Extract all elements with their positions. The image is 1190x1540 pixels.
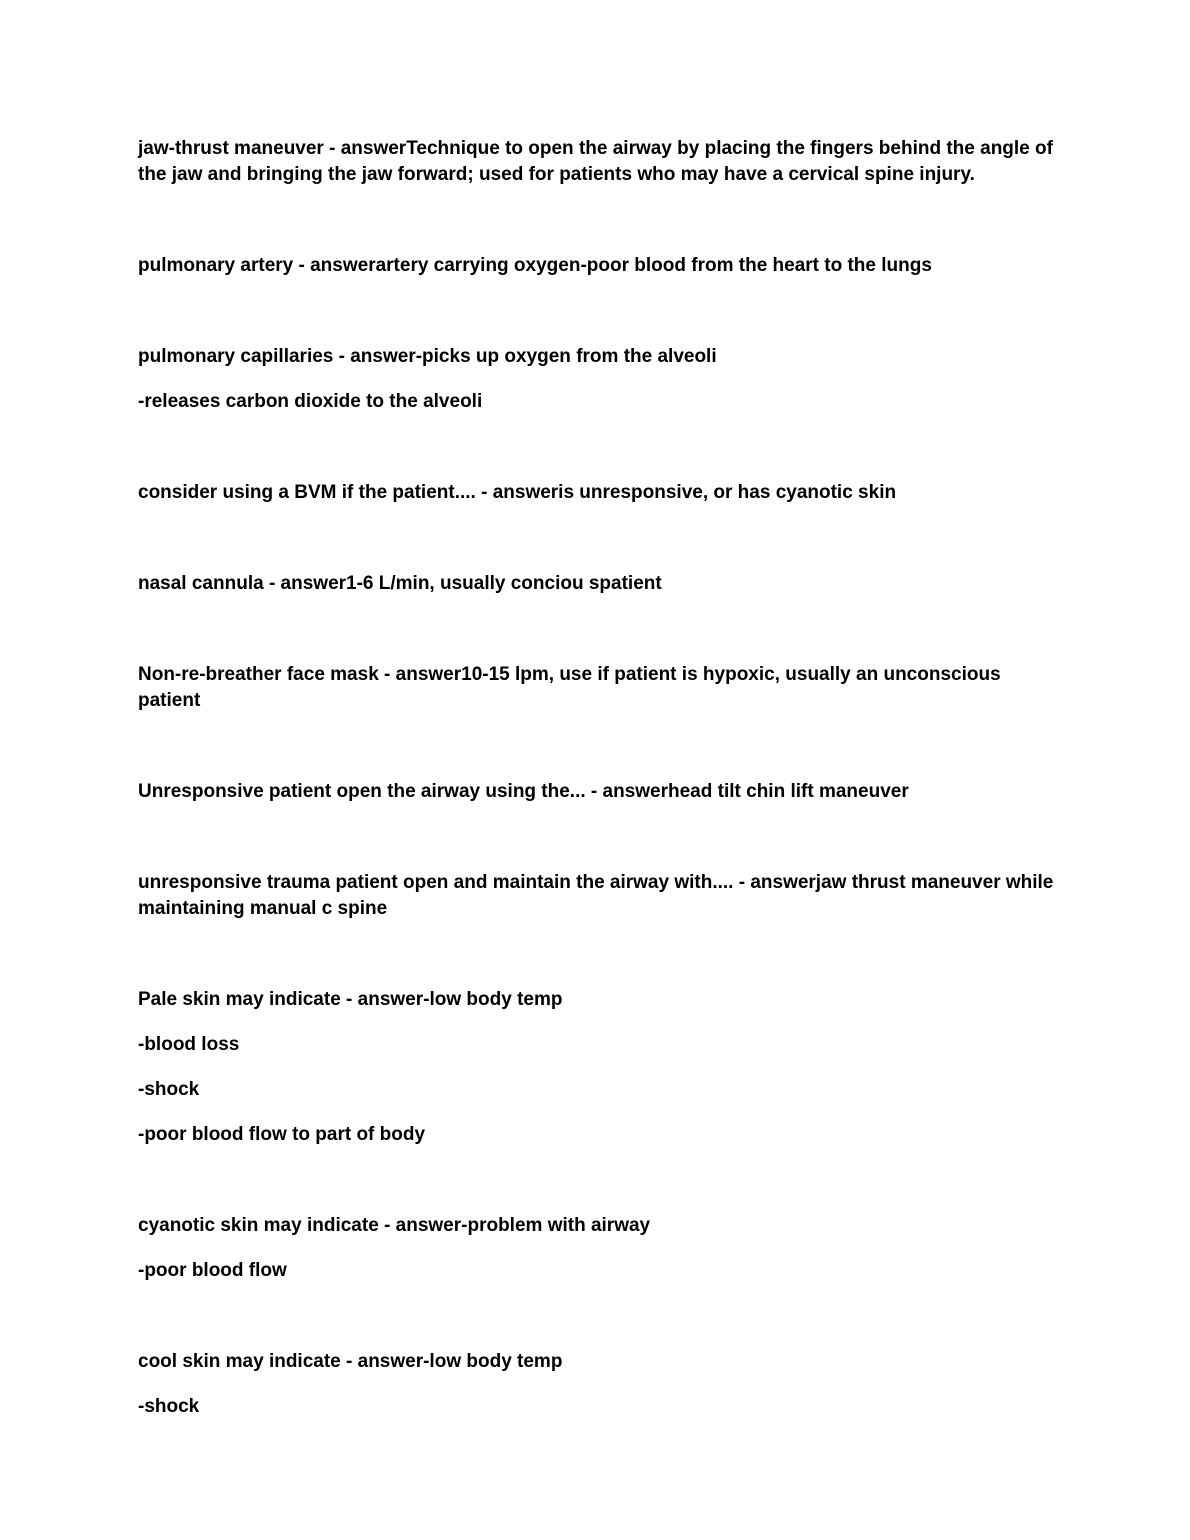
flashcard-entry-bvm [138, 480, 1058, 506]
entry-text: cool skin may indicate - answer-low body temp [138, 1351, 563, 1372]
flashcard-entry-pulmonary-artery [138, 253, 1058, 279]
entry-text: Non-re-breather face mask - answer10-15 lpm, use if patient is hypoxic, usually an unconscious patient [138, 664, 1001, 711]
entry-text: -shock [138, 1396, 200, 1417]
entry-text: -releases carbon dioxide to the alveoli [138, 391, 483, 412]
flashcard-entry-pulmonary-capillaries [138, 344, 1058, 415]
entry-text: pulmonary artery - answerartery carrying oxygen-poor blood from the heart to the lungs [138, 255, 932, 276]
flashcard-entry-non-re-breather [138, 662, 1058, 714]
entry-text: pulmonary capillaries - answer-picks up oxygen from the alveoli [138, 346, 717, 367]
entry-text: nasal cannula - answer1-6 L/min, usually conciou spatient [138, 573, 662, 594]
flashcard-entry-cool-skin [138, 1349, 1058, 1420]
entry-text: consider using a BVM if the patient.... - answeris unresponsive, or has cyanotic skin [138, 482, 897, 503]
entry-text: jaw-thrust maneuver - answerTechnique to open the airway by placing the fingers behind the angle of the jaw and bringing the jaw forward; used for patients who may have a cervical spine injury. [138, 138, 1053, 185]
entry-text: Pale skin may indicate - answer-low body temp [138, 989, 563, 1010]
entry-text: cyanotic skin may indicate - answer-problem with airway [138, 1215, 651, 1236]
flashcard-entry-pale-skin [138, 987, 1058, 1148]
entry-text: -shock [138, 1079, 200, 1100]
entry-text: -poor blood flow to part of body [138, 1124, 426, 1145]
entry-text: unresponsive trauma patient open and maintain the airway with.... - answerjaw thrust maneuver while maintaining manual c spine [138, 872, 1054, 919]
flashcard-entry-unresponsive-airway [138, 779, 1058, 805]
entry-text: Unresponsive patient open the airway using the... - answerhead tilt chin lift maneuver [138, 781, 909, 802]
flashcard-entry-jaw-thrust [138, 136, 1058, 188]
flashcard-list [138, 136, 1058, 1485]
entry-text: -blood loss [138, 1034, 240, 1055]
flashcard-entry-cyanotic-skin [138, 1213, 1058, 1284]
flashcard-entry-nasal-cannula [138, 571, 1058, 597]
entry-text: -poor blood flow [138, 1260, 287, 1281]
flashcard-entry-trauma-airway [138, 870, 1058, 922]
